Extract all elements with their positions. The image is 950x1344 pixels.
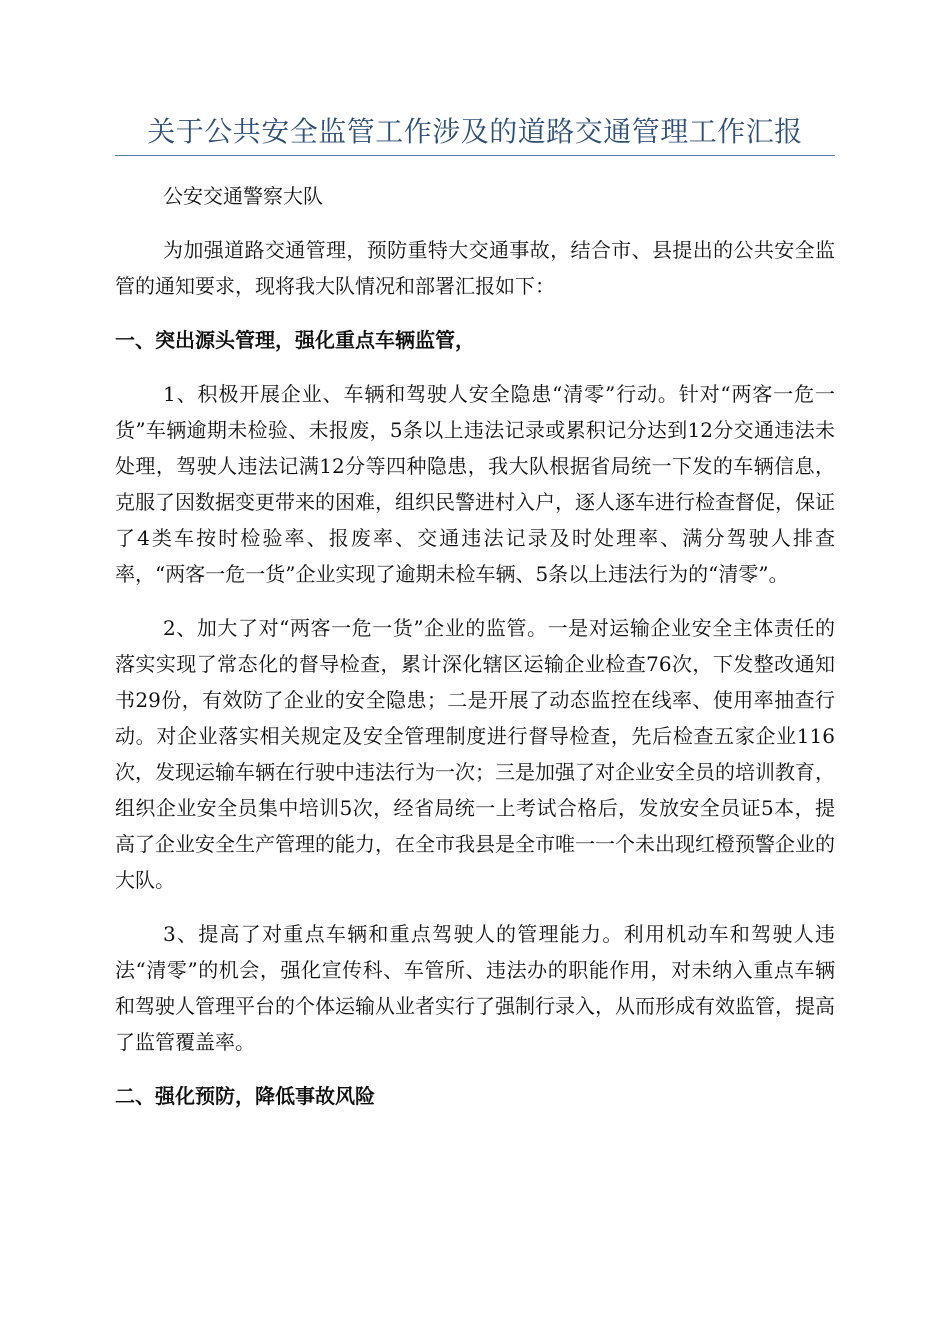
document-title: 关于公共安全监管工作涉及的道路交通管理工作汇报	[147, 115, 803, 148]
document-body	[115, 178, 835, 1132]
section-1-item-2: 2、加大了对“两客一危一货”企业的监管。一是对运输企业安全主体责任的落实实现了常态化的督导检查，累计深化辖区运输企业检查76次，下发整改通知书29份，有效防了企业的安全隐患；二是开展了动态监控在线率、使用率抽查行动。对企业落实相关规定及安全管理制度进行督导检查，先后检查五家企业116次，发现运输车辆在行驶中违法行为一次；三是加强了对企业安全员的培训教育，组织企业安全员集中培训5次，经省局统一上考试合格后，发放安全员证5本，提高了企业安全生产管理的能力，在全市我县是全市唯一一个未出现红橙预警企业的大队。	[115, 616, 835, 892]
title-underline	[115, 155, 835, 156]
section-1-heading: 一、突出源头管理，强化重点车辆监管，	[115, 328, 475, 352]
section-1-item-1: 1、积极开展企业、车辆和驾驶人安全隐患“清零”行动。针对“两客一危一货”车辆逾期未检验、未报废，5条以上违法记录或累积记分达到12分交通违法未处理，驾驶人违法记满12分等四种隐患，我大队根据省局统一下发的车辆信息，克服了因数据变更带来的困难，组织民警进村入户，逐人逐车进行检查督促，保证了4类车按时检验率、报废率、交通违法记录及时处理率、满分驾驶人排查率，“两客一危一货”企业实现了逾期未检车辆、5条以上违法行为的“清零”。	[115, 382, 835, 586]
section-1-item-3: 3、提高了对重点车辆和重点驾驶人的管理能力。利用机动车和驾驶人违法“清零”的机会，强化宣传科、车管所、违法办的职能作用，对未纳入重点车辆和驾驶人管理平台的个体运输从业者实行了强制行录入，从而形成有效监管，提高了监管覆盖率。	[115, 922, 835, 1054]
issuing-organization: 公安交通警察大队	[163, 184, 323, 208]
section-2-heading: 二、强化预防，降低事故风险	[115, 1084, 375, 1108]
intro-paragraph: 为加强道路交通管理，预防重特大交通事故，结合市、县提出的公共安全监管的通知要求，现将我大队情况和部署汇报如下：	[115, 238, 835, 298]
